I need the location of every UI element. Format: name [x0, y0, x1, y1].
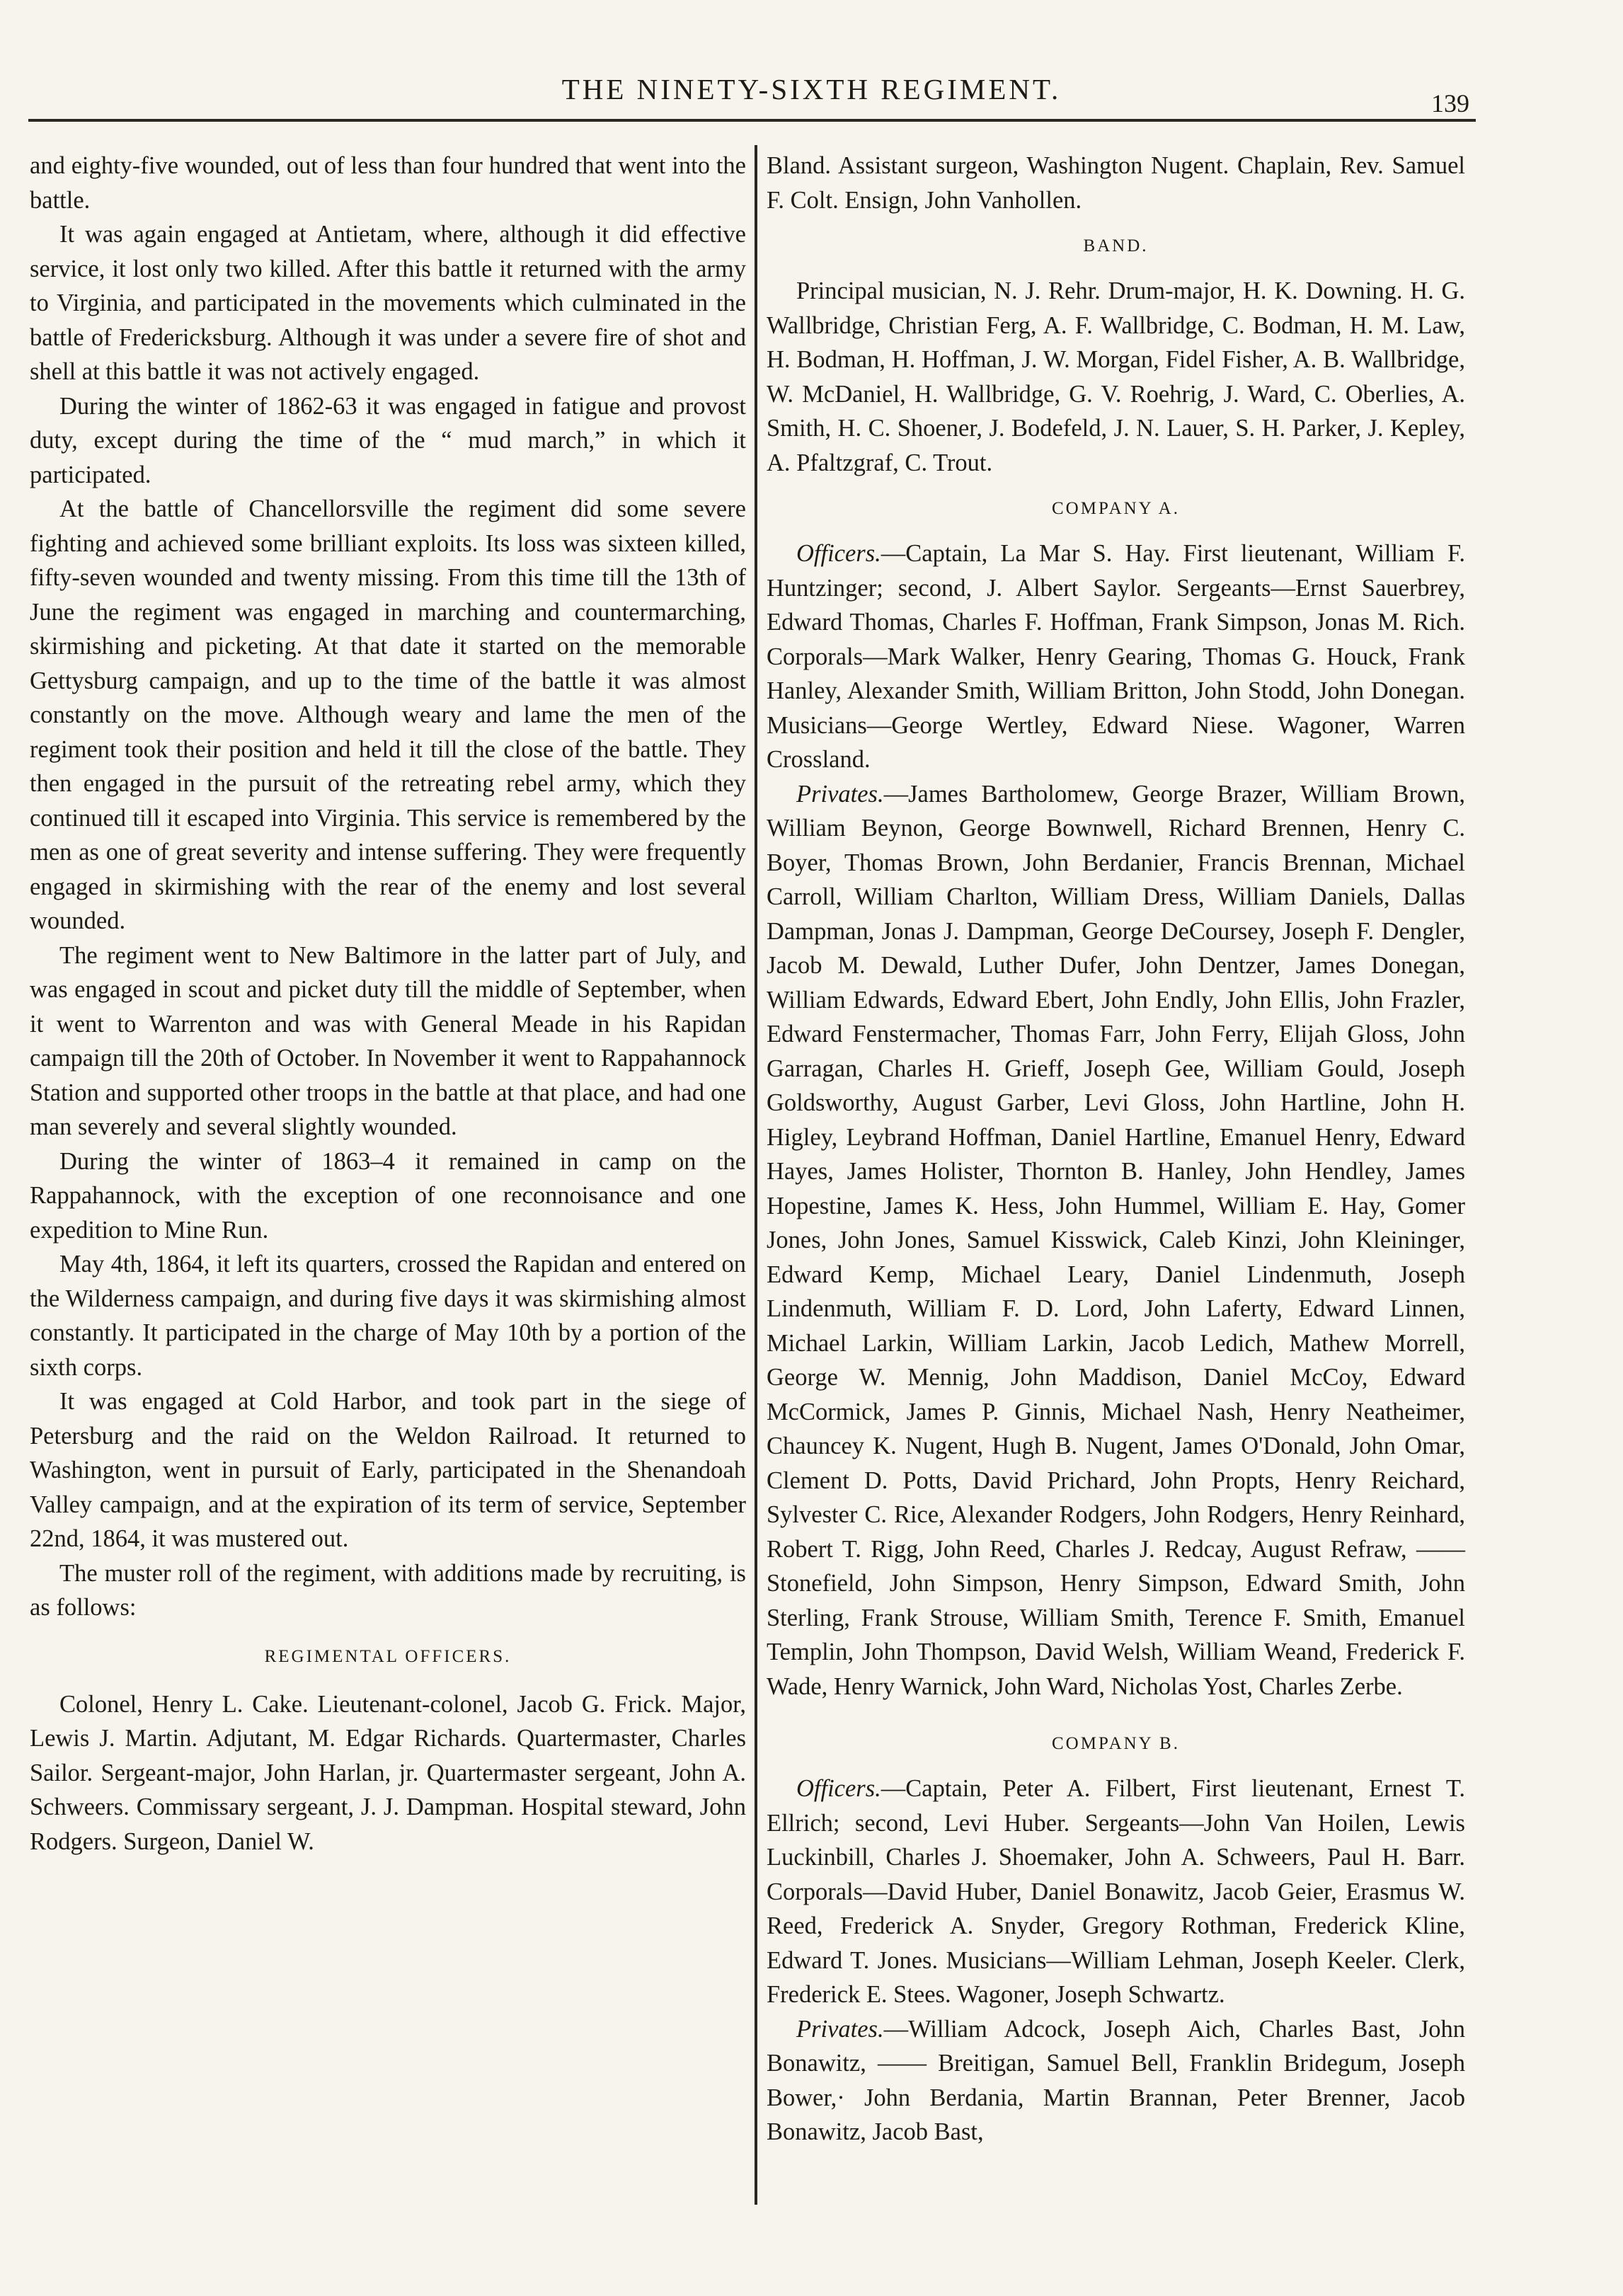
privates-text: —William Adcock, Joseph Aich, Charles Bast, John Bonawitz, —— Breitigan, Samuel Bell, Franklin Bridegum, Joseph Bower,· John Berdania, Martin Brannan, Peter Brenner, Jacob Bonawitz, Jacob Bast, — [767, 2015, 1465, 2145]
paragraph: Bland. Assistant surgeon, Washington Nugent. Chaplain, Rev. Samuel F. Colt. Ensign, John Vanhollen. — [767, 152, 1465, 214]
paragraph: During the winter of 1863–4 it remained in camp on the Rappahannock, with the exception of one reconnoisance and one expedition to Mine Run. — [30, 1147, 746, 1244]
section-heading-company-a: COMPANY A. — [1052, 499, 1180, 518]
officers-text: —Captain, Peter A. Filbert, First lieutenant, Ernest T. Ellrich; second, Levi Huber. Sergeants—John Van Hoilen, Lewis Luckinbill, Charles J. Shoemaker, John A. Schweers, Paul H. Barr. Corporals—David Huber, Daniel Bonawitz, Jacob Geier, Erasmus W. Reed, Frederick A. Snyder, Gregory Rothman, Frederick Kline, Edward T. Jones. Musicians—William Lehman, Joseph Keeler. Clerk, Frederick E. Stees. Wagoner, Joseph Schwartz. — [767, 1775, 1465, 2008]
header-rule — [28, 119, 1476, 122]
officers-label: Officers. — [796, 540, 881, 567]
column-divider — [755, 145, 757, 2205]
paragraph: It was again engaged at Antietam, where, although it did effective service, it lost only two killed. After this battle it returned with the army to Virginia, and participated in the movements which culminated in the battle of Fredericksburg. Although it was under a severe fire of shot and shell at this battle it was not actively engaged. — [30, 221, 746, 385]
privates-label: Privates. — [796, 780, 884, 808]
running-header: THE NINETY-SIXTH REGIMENT. — [561, 73, 1062, 105]
page-number: 139 — [1431, 89, 1469, 117]
paragraph: May 4th, 1864, it left its quarters, crossed the Rapidan and entered on the Wilderness campaign, and during five days it was skirmishing almost constantly. It participated in the charge of May 10th by a portion of the sixth corps. — [30, 1251, 746, 1381]
paragraph: Principal musician, N. J. Rehr. Drum-major, H. K. Downing. H. G. Wallbridge, Christian Ferg, A. F. Wallbridge, C. Bodman, H. M. Law, H. Bodman, H. Hoffman, J. W. Morgan, Fidel Fisher, A. B. Wallbridge, W. McDaniel, H. Wallbridge, G. V. Roehrig, J. Ward, C. Oberlies, A. Smith, H. C. Shoener, J. Bodefeld, J. N. Lauer, S. H. Parker, J. Kepley, A. Pfaltzgraf, C. Trout. — [767, 277, 1465, 476]
privates-label: Privates. — [796, 2015, 884, 2043]
paragraph-privates — [767, 777, 1465, 1704]
paragraph-privates — [767, 2012, 1465, 2149]
paragraph: The muster roll of the regiment, with additions made by recruiting, is as follows: — [30, 1559, 746, 1621]
right-column — [767, 149, 1465, 2149]
paragraph: It was engaged at Cold Harbor, and took part in the siege of Petersburg and the raid on the Weldon Railroad. It returned to Washington, went in pursuit of Early, participated in the Shenandoah Valley campaign, and at the expiration of its term of service, September 22nd, 1864, it was mustered out. — [30, 1388, 746, 1552]
section-heading-company-b: COMPANY B. — [1052, 1734, 1180, 1753]
section-heading-band: BAND. — [1083, 236, 1149, 256]
officers-label: Officers. — [796, 1775, 881, 1802]
paragraph-officers — [767, 536, 1465, 777]
paragraph-officers — [767, 1772, 1465, 2012]
paragraph: The regiment went to New Baltimore in the latter part of July, and was engaged in scout and picket duty till the middle of September, when it went to Warrenton and was with General Meade in his Rapidan campaign till the 20th of October. In November it went to Rappahannock Station and supported other troops in the battle at that place, and had one man severely and several slightly wounded. — [30, 941, 746, 1140]
section-heading-regimental-officers: REGIMENTAL OFFICERS. — [264, 1646, 512, 1666]
paragraph: and eighty-five wounded, out of less than four hundred that went into the battle. — [30, 152, 746, 214]
left-column — [30, 149, 746, 1859]
paragraph: At the battle of Chancellorsville the regiment did some severe fighting and achieved some brilliant exploits. Its loss was sixteen killed, fifty-seven wounded and twenty missing. From this time till the 13th of June the regiment was engaged in marching and countermarching, skirmishing and picketing. At that date it started on the memorable Gettysburg campaign, and up to the time of the battle it was almost constantly on the move. Although weary and lame the men of the regiment took their position and held it till the close of the battle. They then engaged in the pursuit of the retreating rebel army, which they continued till it escaped into Virginia. This service is remembered by the men as one of great severity and intense suffering. They were frequently engaged in skirmishing with the rear of the enemy and lost several wounded. — [30, 495, 746, 934]
paragraph: During the winter of 1862-63 it was engaged in fatigue and provost duty, except during the time of the “ mud march,” in which it participated. — [30, 392, 746, 488]
paragraph: Colonel, Henry L. Cake. Lieutenant-colonel, Jacob G. Frick. Major, Lewis J. Martin. Adjutant, M. Edgar Richards. Quartermaster, Charles Sailor. Sergeant-major, John Harlan, jr. Quartermaster sergeant, John A. Schweers. Commissary sergeant, J. J. Dampman. Hospital steward, John Rodgers. Surgeon, Daniel W. — [30, 1690, 746, 1855]
officers-text: —Captain, La Mar S. Hay. First lieutenant, William F. Huntzinger; second, J. Albert Saylor. Sergeants—Ernst Sauerbrey, Edward Thomas, Charles F. Hoffman, Frank Simpson, Jonas M. Rich. Corporals—Mark Walker, Henry Gearing, Thomas G. Houck, Frank Hanley, Alexander Smith, William Britton, John Stodd, John Donegan. Musicians—George Wertley, Edward Niese. Wagoner, Warren Crossland. — [767, 540, 1465, 773]
privates-text: —James Bartholomew, George Brazer, William Brown, William Beynon, George Bownwell, Richard Brennen, Henry C. Boyer, Thomas Brown, John Berdanier, Francis Brennan, Michael Carroll, William Charlton, William Dress, William Daniels, Dallas Dampman, Jonas J. Dampman, George DeCoursey, Joseph F. Dengler, Jacob M. Dewald, Luther Dufer, John Dentzer, James Donegan, William Edwards, Edward Ebert, John Endly, John Ellis, John Frazler, Edward Fenstermacher, Thomas Farr, John Ferry, Elijah Gloss, John Garragan, Charles H. Grieff, Joseph Gee, William Gould, Joseph Goldsworthy, August Garber, Levi Gloss, John Hartline, John H. Higley, Leybrand Hoffman, Daniel Hartline, Emanuel Henry, Edward Hayes, James Holister, Thornton B. Hanley, John Hendley, James Hopestine, James K. Hess, John Hummel, William E. Hay, Gomer Jones, John Jones, Samuel Kisswick, Caleb Kinzi, John Kleininger, Edward Kemp, Michael Leary, Daniel Lindenmuth, Joseph Lindenmuth, William F. D. Lord, John Laferty, Edward Linnen, Michael Larkin, William Larkin, Jacob Ledich, Mathew Morrell, George W. Mennig, John Maddison, Daniel McCoy, Edward McCormick, James P. Ginnis, Michael Nash, Henry Neatheimer, Chauncey K. Nugent, Hugh B. Nugent, James O'Donald, John Omar, Clement D. Potts, David Prichard, John Propts, Henry Reichard, Sylvester C. Rice, Alexander Rodgers, John Rodgers, Henry Reinhard, Robert T. Rigg, John Reed, Charles J. Redcay, August Refraw, —— Stonefield, John Simpson, Henry Simpson, Edward Smith, John Sterling, Frank Strouse, William Smith, Terence F. Smith, Emanuel Templin, John Thompson, David Welsh, William Weand, Frederick F. Wade, Henry Warnick, John Ward, Nicholas Yost, Charles Zerbe. — [767, 780, 1465, 1700]
